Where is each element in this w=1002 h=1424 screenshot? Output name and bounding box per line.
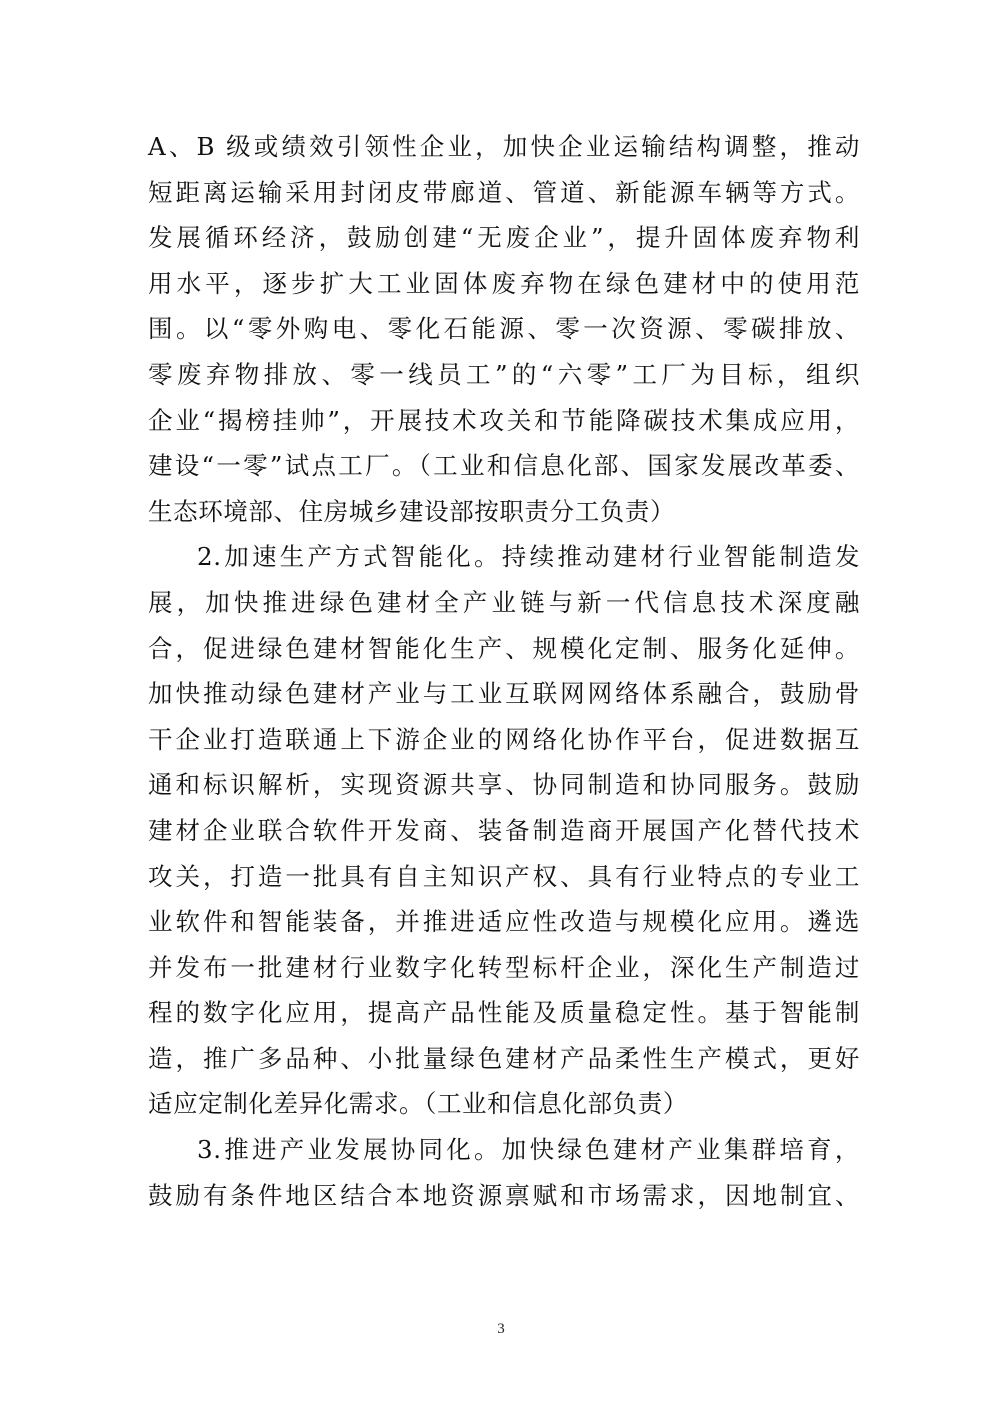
text-line: 发展循环经济，鼓励创建“无废企业”，提升固体废弃物利 <box>148 223 860 253</box>
text-line: 鼓励有条件地区结合本地资源禀赋和市场需求，因地制宜、 <box>148 1180 860 1210</box>
body-text <box>148 124 860 1218</box>
page-number: 3 <box>497 1321 505 1337</box>
text-line: 造，推广多品种、小批量绿色建材产品柔性生产模式，更好 <box>148 1043 860 1073</box>
text-line: 短距离运输采用封闭皮带廊道、管道、新能源车辆等方式。 <box>148 177 860 207</box>
text-line: 建设“一零”试点工厂。（工业和信息化部、国家发展改革委、 <box>148 451 860 481</box>
paragraph-first-line: 2.加速生产方式智能化。持续推动建材行业智能制造发 <box>197 542 860 572</box>
text-line: 加快推动绿色建材产业与工业互联网网络体系融合，鼓励骨 <box>148 679 860 709</box>
text-line: 通和标识解析，实现资源共享、协同制造和协同服务。鼓励 <box>148 770 860 800</box>
text-line: A、B 级或绩效引领性企业，加快企业运输结构调整，推动 <box>148 132 860 161</box>
text-line: 并发布一批建材行业数字化转型标杆企业，深化生产制造过 <box>148 952 860 982</box>
text-line: 零废弃物排放、零一线员工”的“六零”工厂为目标，组织 <box>148 359 860 389</box>
text-line: 用水平，逐步扩大工业固体废弃物在绿色建材中的使用范 <box>148 268 860 298</box>
text-line: 围。以“零外购电、零化石能源、零一次资源、零碳排放、 <box>148 314 860 344</box>
text-line: 合，促进绿色建材智能化生产、规模化定制、服务化延伸。 <box>148 633 860 663</box>
text-line: 业软件和智能装备，并推进适应性改造与规模化应用。遴选 <box>148 907 860 937</box>
text-line: 干企业打造联通上下游企业的网络化协作平台，促进数据互 <box>148 724 860 754</box>
text-line: 攻关，打造一批具有自主知识产权、具有行业特点的专业工 <box>148 861 860 891</box>
text-line: 企业“揭榜挂帅”，开展技术攻关和节能降碳技术集成应用， <box>148 405 860 435</box>
text-line: 适应定制化差异化需求。（工业和信息化部负责） <box>148 1089 688 1119</box>
text-line: 建材企业联合软件开发商、装备制造商开展国产化替代技术 <box>148 815 860 845</box>
paragraph-first-line: 3.推进产业发展协同化。加快绿色建材产业集群培育， <box>197 1135 860 1165</box>
text-line: 展，加快推进绿色建材全产业链与新一代信息技术深度融 <box>148 587 860 617</box>
text-line: 程的数字化应用，提高产品性能及质量稳定性。基于智能制 <box>148 998 860 1028</box>
text-line: 生态环境部、住房城乡建设部按职责分工负责） <box>148 496 676 526</box>
